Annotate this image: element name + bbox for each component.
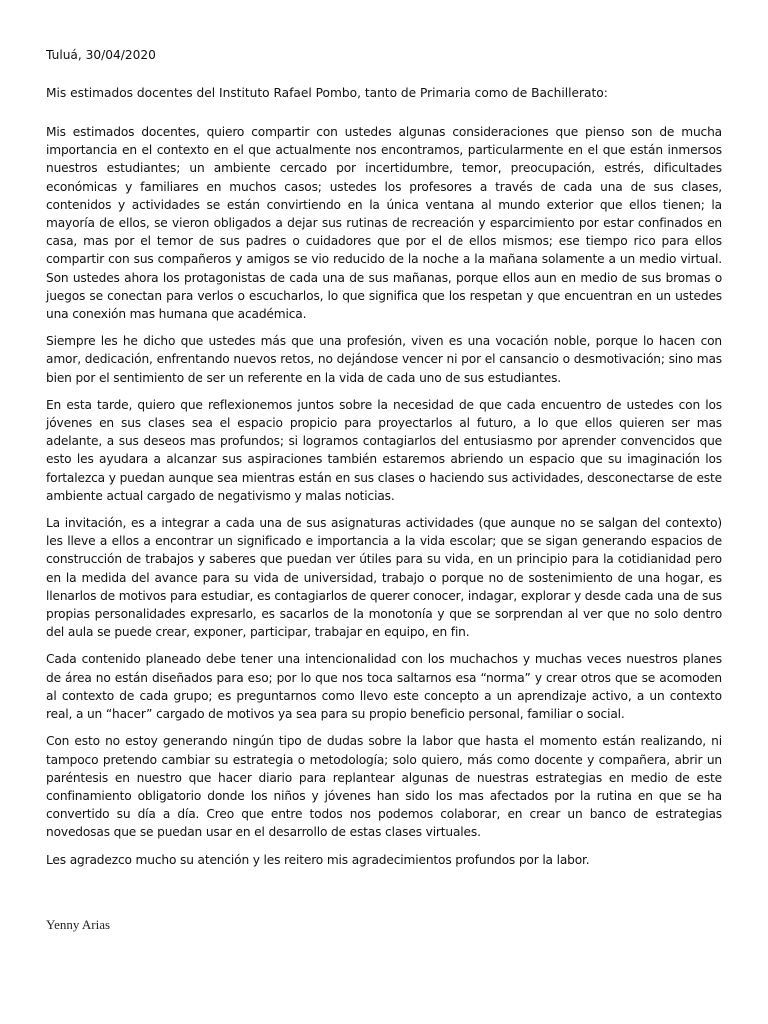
paragraph-3: En esta tarde, quiero que reflexionemos juntos sobre la necesidad de que cada encuentro de ustedes con los jóvenes en sus clases sea el espacio propicio para proyectarlos al futuro, a lo que ellos quieren ser mas adelante, a sus deseos mas profundos; si logramos contagiarlos del entusiasmo por aprender convencidos que esto les ayudara a alcanzar sus aspiraciones también estaremos abriendo un espacio que su imaginación los fortalezca y puedan aunque sea mientras están en sus clases o haciendo sus actividades, desconectarse de este ambiente actual cargado de negativismo y malas noticias. [46,397,722,503]
paragraph-7: Les agradezco mucho su atención y les reitero mis agradecimientos profundos por la labor. [46,852,590,867]
paragraph-2: Siempre les he dicho que ustedes más que una profesión, viven es una vocación noble, porque lo hacen con amor, dedicación, enfrentando nuevos retos, no dejándose vencer ni por el cansancio o desmotivación; sino mas bien por el sentimiento de ser un referente en la vida de cada uno de sus estudiantes. [46,334,722,385]
letter-page [46,0,722,1024]
date-line: Tuluá, 30/04/2020 [46,48,156,62]
paragraph-6: Con esto no estoy generando ningún tipo de dudas sobre la labor que hasta el momento están realizando, ni tampoco pretendo cambiar su estrategia o metodología; solo quiero, más como docente y compañera, abrir un paréntesis en nuestro que hacer diario para replantear algunas de nuestras estrategias en medio de este confinamiento obligatorio donde los niños y jóvenes han sido los mas afectados por la rutina en que se ha convertido su día a día. Creo que entre todos nos podemos colaborar, en crear un banco de estrategias novedosas que se puedan usar en el desarrollo de estas clases virtuales. [46,734,722,840]
letter-body [46,123,722,878]
signature: Yenny Arias [46,917,111,932]
paragraph-1: Mis estimados docentes, quiero compartir con ustedes algunas consideraciones que pienso son de mucha importancia en el contexto en el que actualmente nos encontramos, particularmente en el que están inmersos nuestros estudiantes; un ambiente cercado por incertidumbre, temor, preocupación, estrés, dificultades económicas y familiares en muchos casos; ustedes los profesores a través de cada una de sus clases, contenidos y actividades se están convirtiendo en la única ventana al mundo exterior que ellos tienen; la mayoría de ellos, se vieron obligados a dejar sus rutinas de recreación y esparcimiento por estar confinados en casa, mas por el temor de sus padres o cuidadores que por el de ellos mismos; ese tiempo rico para ellos compartir con sus compañeros y amigos se vio reducido de la noche a la mañana solamente a un medio virtual. Son ustedes ahora los protagonistas de cada una de sus mañanas, porque ellos aun en medio de sus bromas o juegos se conectan para verlos o escucharlos, lo que significa que los respetan y que encuentran en un ustedes una conexión mas humana que académica. [46,125,722,322]
paragraph-5: Cada contenido planeado debe tener una intencionalidad con los muchachos y muchas veces nuestros planes de área no están diseñados para eso; por lo que nos toca saltarnos esa “norma” y crear otros que se acomoden al contexto de cada grupo; es preguntarnos como llevo este concepto a un aprendizaje activo, a un contexto real, a un “hacer” cargado de motivos ya sea para su propio beneficio personal, familiar o social. [46,652,722,722]
paragraph-4: La invitación, es a integrar a cada una de sus asignaturas actividades (que aunque no se salgan del contexto) les lleve a ellos a encontrar un significado e importancia a la vida escolar; que se sigan generando espacios de construcción de trabajos y saberes que puedan ver útiles para su vida, en un principio para la cotidianidad pero en la medida del avance para su vida de universidad, trabajo o porque no de sostenimiento de una hogar, es llenarlos de motivos para estudiar, es contagiarlos de querer conocer, indagar, explorar y desde cada una de sus propias personalidades expresarlo, es sacarlos de la monotonía y que se sorprendan al ver que no solo dentro del aula se puede crear, exponer, participar, trabajar en equipo, en fin. [46,516,722,640]
greeting-line: Mis estimados docentes del Instituto Rafael Pombo, tanto de Primaria como de Bachillerato: [46,86,608,100]
